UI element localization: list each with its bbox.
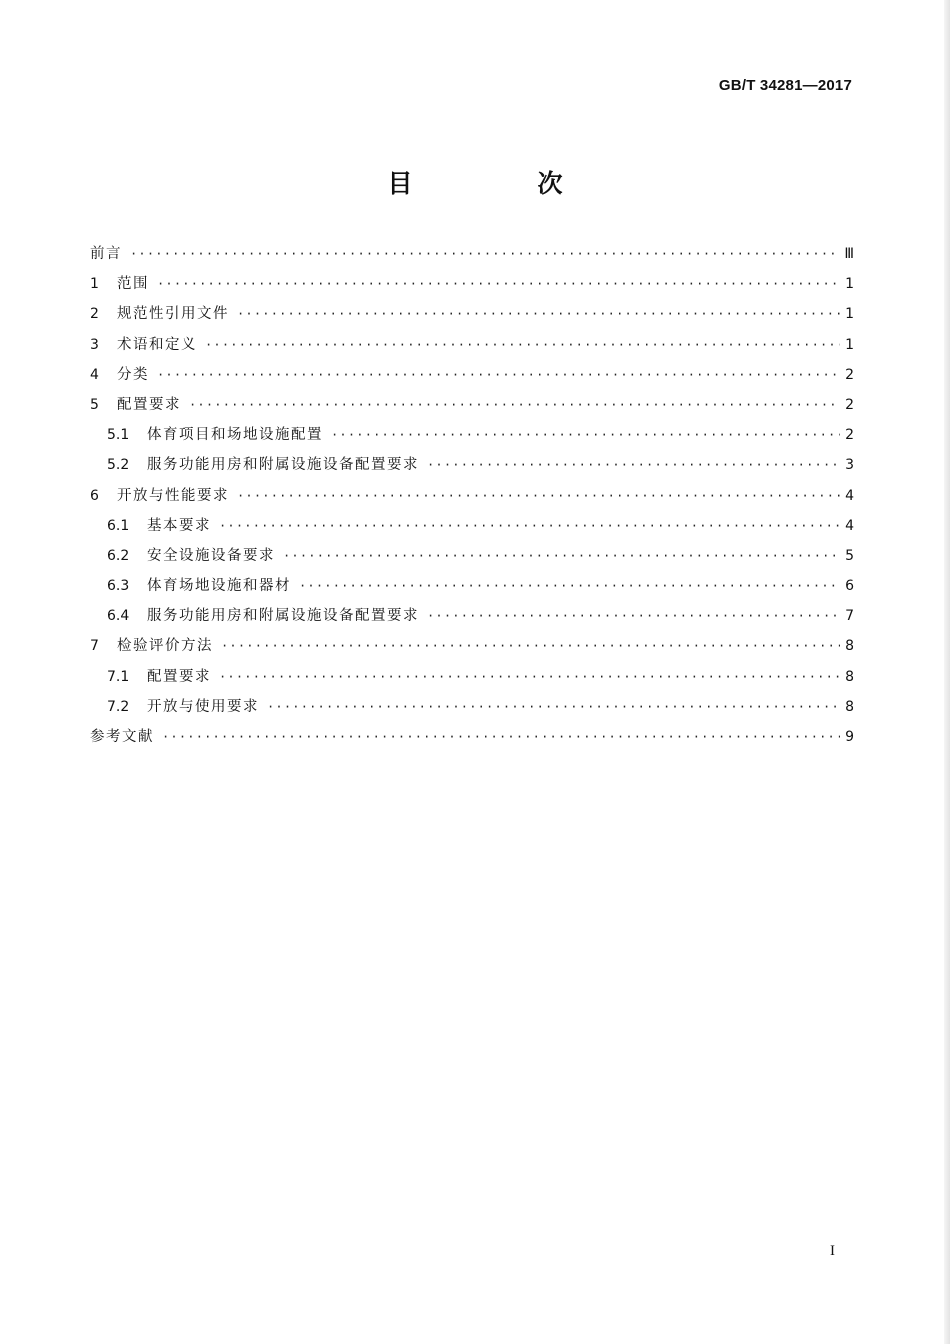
toc-entry[interactable] <box>90 725 854 755</box>
toc-entry-number: 7.1 <box>107 668 130 685</box>
toc-dot-leader <box>162 730 840 744</box>
toc-entry-page: 7 <box>845 608 854 625</box>
toc-dot-leader <box>427 609 840 623</box>
toc-entry-number: 7 <box>90 638 99 655</box>
toc-entry-page: 6 <box>845 578 854 595</box>
toc-dot-leader <box>189 398 840 412</box>
toc-entry[interactable] <box>90 242 854 272</box>
toc-entry-number: 5.1 <box>107 427 130 444</box>
toc-entry[interactable] <box>90 453 854 483</box>
toc-entry-title: 基本要求 <box>147 517 211 534</box>
toc-entry-page: 1 <box>845 276 854 293</box>
toc-entry-title: 范围 <box>117 276 149 293</box>
toc-dot-leader <box>331 428 840 442</box>
table-of-contents <box>90 242 854 755</box>
toc-entry[interactable] <box>90 574 854 604</box>
toc-entry-title: 服务功能用房和附属设施设备配置要求 <box>147 608 419 625</box>
toc-dot-leader <box>219 670 840 684</box>
toc-entry-number: 5 <box>90 396 99 413</box>
toc-entry-number: 3 <box>90 336 99 353</box>
toc-entry-page: 8 <box>845 638 854 655</box>
toc-entry[interactable] <box>90 363 854 393</box>
toc-entry-number: 6.1 <box>107 517 130 534</box>
toc-entry-title: 规范性引用文件 <box>117 306 229 323</box>
toc-entry[interactable] <box>90 423 854 453</box>
toc-entry-number: 4 <box>90 366 99 383</box>
toc-entry-page: 8 <box>845 698 854 715</box>
toc-dot-leader <box>237 307 840 321</box>
toc-entry[interactable] <box>90 272 854 302</box>
toc-dot-leader <box>130 247 840 261</box>
toc-entry-number: 6.3 <box>107 578 130 595</box>
toc-entry-title: 开放与性能要求 <box>117 487 229 504</box>
toc-entry-page: 4 <box>845 487 854 504</box>
toc-dot-leader <box>157 277 840 291</box>
toc-entry-number: 5.2 <box>107 457 130 474</box>
toc-entry-title: 服务功能用房和附属设施设备配置要求 <box>147 457 419 474</box>
toc-entry-title: 分类 <box>117 366 149 383</box>
toc-dot-leader <box>283 549 840 563</box>
toc-entry-title: 参考文献 <box>90 729 154 745</box>
toc-entry-number: 6.4 <box>107 608 130 625</box>
toc-entry-title: 配置要求 <box>117 396 181 413</box>
toc-dot-leader <box>157 368 840 382</box>
toc-entry[interactable] <box>90 514 854 544</box>
toc-dot-leader <box>221 639 840 653</box>
toc-entry-title: 术语和定义 <box>117 336 197 353</box>
toc-entry-page: 3 <box>845 457 854 474</box>
toc-dot-leader <box>237 489 840 503</box>
toc-entry-page: 2 <box>845 427 854 444</box>
toc-entry-title: 体育项目和场地设施配置 <box>147 427 323 444</box>
toc-entry-page: 4 <box>845 517 854 534</box>
toc-dot-leader <box>219 519 840 533</box>
toc-entry-page: 1 <box>845 336 854 353</box>
toc-entry-title: 体育场地设施和器材 <box>147 578 291 595</box>
toc-entry[interactable] <box>90 302 854 332</box>
toc-entry-page: 5 <box>845 547 854 564</box>
toc-entry[interactable] <box>90 665 854 695</box>
toc-dot-leader <box>205 338 840 352</box>
toc-entry-page: 9 <box>845 729 854 745</box>
page-edge-shadow <box>944 0 950 1344</box>
toc-entry-title: 配置要求 <box>147 668 211 685</box>
toc-entry[interactable] <box>90 544 854 574</box>
toc-title: 目 次 <box>387 169 613 198</box>
toc-entry-page: Ⅲ <box>844 246 854 262</box>
toc-entry[interactable] <box>90 393 854 423</box>
toc-entry-title: 前言 <box>90 246 122 262</box>
toc-entry-number: 1 <box>90 276 99 293</box>
toc-entry[interactable] <box>90 604 854 634</box>
toc-entry-number: 2 <box>90 306 99 323</box>
toc-entry[interactable] <box>90 634 854 664</box>
toc-entry-page: 1 <box>845 306 854 323</box>
page-number: I <box>830 1243 835 1259</box>
toc-entry[interactable] <box>90 695 854 725</box>
toc-entry-number: 7.2 <box>107 698 130 715</box>
toc-dot-leader <box>267 700 840 714</box>
toc-entry-number: 6 <box>90 487 99 504</box>
toc-entry-page: 2 <box>845 366 854 383</box>
toc-entry-title: 开放与使用要求 <box>147 698 259 715</box>
toc-entry-title: 检验评价方法 <box>117 638 213 655</box>
toc-dot-leader <box>427 458 840 472</box>
toc-entry-page: 2 <box>845 396 854 413</box>
toc-dot-leader <box>299 579 840 593</box>
toc-entry-page: 8 <box>845 668 854 685</box>
standard-code: GB/T 34281—2017 <box>718 77 852 94</box>
toc-entry-number: 6.2 <box>107 547 130 564</box>
toc-entry[interactable] <box>90 333 854 363</box>
toc-entry-title: 安全设施设备要求 <box>147 547 275 564</box>
toc-entry[interactable] <box>90 484 854 514</box>
